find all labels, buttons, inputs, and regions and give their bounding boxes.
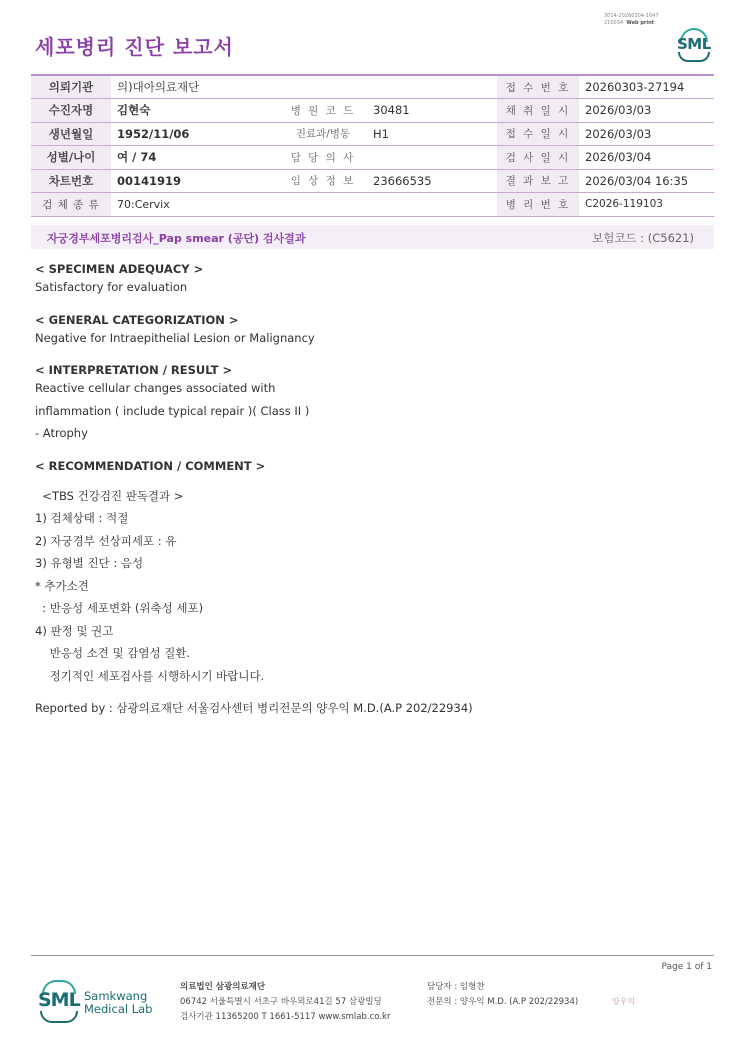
comment-line: <TBS 건강검진 판독결과 > xyxy=(35,488,184,503)
info-value: 2026/03/04 16:35 xyxy=(579,169,714,193)
staff-specialist: 전문의 : 양우익 M.D. (A.P 202/22934) xyxy=(427,997,579,1007)
info-value: 여 / 74 xyxy=(111,146,279,170)
info-value: 70:Cervix xyxy=(111,193,497,217)
print-mode: Web print xyxy=(626,20,655,26)
info-value: 김현숙 xyxy=(111,99,279,123)
info-value: H1 xyxy=(367,122,497,146)
info-value: 2026/03/03 xyxy=(579,99,714,123)
comment-line: 4) 판정 및 권고 xyxy=(35,623,114,638)
info-value: 20260303-27194 xyxy=(579,75,714,99)
info-value: 00141919 xyxy=(111,169,279,193)
org-name: 의료법인 삼광의료재단 xyxy=(180,982,266,992)
comment-line: 3) 유형별 진단 : 음성 xyxy=(35,556,144,570)
info-row xyxy=(31,169,714,193)
print-code-line1: 3014-20260304-1647 xyxy=(604,13,659,19)
info-label: 차트번호 xyxy=(31,169,111,193)
info-label: 담 당 의 사 xyxy=(279,146,367,170)
print-code xyxy=(604,13,694,27)
sml-logo-text: SML xyxy=(677,35,711,53)
interpretation-heading: < INTERPRETATION / RESULT > xyxy=(35,363,233,377)
comment-line: 정기적인 세포검사를 시행하시기 바랍니다. xyxy=(35,668,265,683)
comment-line: 2) 자궁경부 선상피세포 : 유 xyxy=(35,533,177,548)
patient-info-table xyxy=(31,74,714,217)
info-label: 진료과/병동 xyxy=(279,122,367,146)
interpretation-line: inflammation ( include typical repair )( Class II ) xyxy=(35,403,310,418)
info-label: 임 상 정 보 xyxy=(279,169,367,193)
org-address: 06742 서울특별시 서초구 바우뫼로41길 57 삼광빌딩 xyxy=(180,997,382,1007)
organization-info xyxy=(180,980,390,1025)
info-row xyxy=(31,99,714,123)
comment-line: : 반응성 세포변화 (위축성 세포) xyxy=(35,601,204,615)
staff-manager: 담당자 : 임형찬 xyxy=(427,982,485,992)
comment-line: * 추가소견 xyxy=(35,578,89,593)
logo-name-line1: Samkwang xyxy=(84,989,148,1003)
info-value: 23666535 xyxy=(367,169,497,193)
info-value: 의)대아의료재단 xyxy=(111,75,497,99)
samkwang-logo xyxy=(36,978,166,1028)
info-value: C2026-119103 xyxy=(579,193,714,217)
info-row xyxy=(31,193,714,217)
exam-title: 자궁경부세포병리검사_Pap smear (공단) 검사결과 xyxy=(47,232,306,245)
info-value: 30481 xyxy=(367,99,497,123)
info-value: 2026/03/04 xyxy=(579,146,714,170)
info-label: 병 리 번 호 xyxy=(497,193,579,217)
sml-logo xyxy=(674,26,714,62)
info-value: 1952/11/06 xyxy=(111,122,279,146)
page-title: 세포병리 진단 보고서 xyxy=(35,35,234,59)
info-label: 생년월일 xyxy=(31,122,111,146)
recommendation-heading: < RECOMMENDATION / COMMENT > xyxy=(35,458,266,473)
info-label: 검 사 일 시 xyxy=(497,146,579,170)
interpretation-line: Reactive cellular changes associated with xyxy=(35,381,276,395)
info-label: 병 원 코 드 xyxy=(279,99,367,123)
reported-by: Reported by : 삼광의료재단 서울검사센터 병리전문의 양우익 M.D.(A.P 202/22934) xyxy=(35,701,473,715)
comment-line: 1) 검체상태 : 적절 xyxy=(35,511,129,525)
footer-divider xyxy=(31,955,714,956)
info-row xyxy=(31,75,714,99)
info-label: 성별/나이 xyxy=(31,146,111,170)
info-label: 접 수 번 호 xyxy=(497,75,579,99)
adequacy-text: Satisfactory for evaluation xyxy=(35,280,188,294)
info-label: 검 체 종 류 xyxy=(31,193,111,217)
info-label: 결 과 보 고 xyxy=(497,169,579,193)
category-text: Negative for Intraepithelial Lesion or Malignancy xyxy=(35,330,315,345)
info-value: 2026/03/03 xyxy=(579,122,714,146)
signature-stamp: 양우익 xyxy=(612,997,636,1006)
page-number: Page 1 of 1 xyxy=(661,962,712,972)
staff-info xyxy=(427,980,578,1010)
samkwang-logo-sml: SML xyxy=(38,989,80,1011)
org-contact: 검사기관 11365200 T 1661-5117 www.smlab.co.kr xyxy=(180,1012,391,1022)
category-heading: < GENERAL CATEGORIZATION > xyxy=(35,312,239,327)
info-label: 채 취 일 시 xyxy=(497,99,579,123)
interpretation-line: - Atrophy xyxy=(35,426,88,440)
adequacy-heading: < SPECIMEN ADEQUACY > xyxy=(35,262,204,276)
insurance-code: 보험코드 : (C5621) xyxy=(592,231,694,245)
info-value xyxy=(367,146,497,170)
info-label: 의뢰기관 xyxy=(31,75,111,99)
comment-line: 반응성 소견 및 감염성 질환. xyxy=(35,646,191,660)
info-row xyxy=(31,122,714,146)
print-code-line2: 210034 xyxy=(604,20,624,26)
logo-name-line2: Medical Lab xyxy=(84,1002,153,1016)
report-body xyxy=(35,262,695,720)
info-label: 수진자명 xyxy=(31,99,111,123)
exam-title-bar xyxy=(31,225,714,249)
info-label: 접 수 일 시 xyxy=(497,122,579,146)
info-row xyxy=(31,146,714,170)
